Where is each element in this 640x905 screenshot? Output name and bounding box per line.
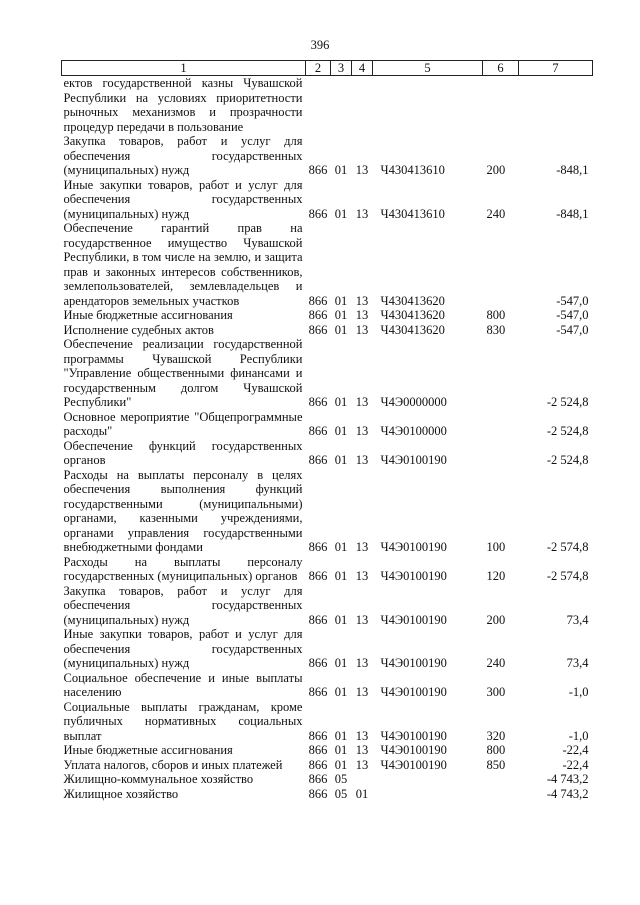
row-subsection: 01 <box>355 786 369 801</box>
row-type: 240 <box>486 206 506 221</box>
row-dept: 866 <box>308 685 328 699</box>
row-dept: 866 <box>308 163 328 177</box>
row-code: Ч4Э0100190 <box>380 540 447 554</box>
row-subsection: 13 <box>355 685 369 699</box>
row-type: 240 <box>486 656 506 670</box>
table-row <box>62 308 593 323</box>
row-type: 320 <box>486 728 506 743</box>
row-subsection: 13 <box>355 424 369 438</box>
table-row <box>62 221 593 308</box>
row-section: 01 <box>334 424 348 438</box>
row-amount: -4 743,2 <box>546 772 589 786</box>
row-type: 100 <box>486 540 506 554</box>
column-header-4: 4 <box>352 61 373 76</box>
table-row <box>62 323 593 338</box>
row-name: Социальное обеспечение и иные выплаты населению <box>63 670 303 699</box>
row-subsection: 13 <box>355 728 369 743</box>
row-type <box>483 439 519 468</box>
row-name: Закупка товаров, работ и услуг для обеспечения государственных (муниципальных) нужд <box>63 134 303 177</box>
row-code: Ч4Э0100190 <box>380 656 447 670</box>
row-section: 01 <box>334 728 348 743</box>
row-dept: 866 <box>308 453 328 467</box>
row-amount: -22,4 <box>562 743 589 757</box>
row-name: Обеспечение функций государственных органов <box>63 438 303 467</box>
row-name: Социальные выплаты гражданам, кроме публичных нормативных социальных выплат <box>63 699 303 743</box>
table-row <box>62 337 593 410</box>
row-section: 01 <box>334 395 348 409</box>
row-name: Уплата налогов, сборов и иных платежей <box>63 757 283 772</box>
row-section: 01 <box>334 656 348 670</box>
row-name: Иные закупки товаров, работ и услуг для обеспечения государственных (муниципальных) нужд <box>63 627 303 670</box>
row-section: 01 <box>334 163 348 177</box>
table-row <box>62 584 593 628</box>
row-name: Иные закупки товаров, работ и услуг для обеспечения государственных (муниципальных) нужд <box>63 177 303 221</box>
row-amount: -1,0 <box>568 728 589 743</box>
row-code: Ч4Э0100190 <box>380 757 447 772</box>
row-type: 830 <box>486 322 506 337</box>
row-code: Ч4Э0100190 <box>380 612 447 627</box>
row-amount: -547,0 <box>556 322 589 337</box>
budget-table <box>61 60 593 801</box>
row-subsection: 13 <box>355 453 369 467</box>
row-name: Исполнение судебных актов <box>63 322 214 337</box>
row-name: Жилищно-коммунальное хозяйство <box>63 772 254 786</box>
row-amount: -22,4 <box>562 757 589 772</box>
row-code: Ч4Э0100000 <box>380 424 447 438</box>
table-row <box>62 178 593 222</box>
row-code: Ч430413610 <box>380 163 445 177</box>
row-dept: 866 <box>308 786 328 801</box>
row-subsection: 13 <box>355 656 369 670</box>
row-subsection: 13 <box>355 163 369 177</box>
row-section: 01 <box>334 757 348 772</box>
row-code: Ч430413620 <box>380 293 445 308</box>
row-code <box>373 787 483 802</box>
table-row <box>62 758 593 773</box>
row-code <box>373 76 483 135</box>
row-section: 01 <box>334 612 348 627</box>
row-name: Расходы на выплаты персоналу государственных (муниципальных) органов <box>63 554 303 583</box>
row-subsection: 13 <box>355 540 369 554</box>
row-code: Ч430413620 <box>380 308 445 322</box>
row-name: Жилищное хозяйство <box>63 786 179 801</box>
row-name: ектов государственной казны Чувашской Республики на условиях приоритетности рыночных механизмов и прозрачности процедур передачи в пользование <box>63 76 303 134</box>
row-dept <box>306 76 331 135</box>
row-amount: -2 524,8 <box>546 424 589 438</box>
row-section: 01 <box>334 569 348 583</box>
row-subsection: 13 <box>355 743 369 757</box>
column-header-6: 6 <box>483 61 519 76</box>
table-row <box>62 76 593 135</box>
row-dept: 866 <box>308 743 328 757</box>
row-dept: 866 <box>308 569 328 583</box>
column-header-2: 2 <box>306 61 331 76</box>
row-dept: 866 <box>308 293 328 308</box>
table-body <box>62 76 593 802</box>
column-header-5: 5 <box>373 61 483 76</box>
row-dept: 866 <box>308 612 328 627</box>
row-subsection: 13 <box>355 206 369 221</box>
row-name: Обеспечение гарантий прав на государственное имущество Чувашской Республики, в том числе на землю, и защита прав и законных интересов собственников, землепользователей, землевладельцев и арендаторов земельных участков <box>63 221 303 308</box>
row-subsection: 13 <box>355 293 369 308</box>
row-name: Обеспечение реализации государственной программы Чувашской Республики "Управление общественными финансами и государственным долгом Чувашской Республики" <box>63 337 303 409</box>
row-type: 200 <box>486 163 506 177</box>
row-type <box>483 337 519 410</box>
row-dept: 866 <box>308 656 328 670</box>
table-row <box>62 134 593 178</box>
row-dept: 866 <box>308 424 328 438</box>
table-row <box>62 410 593 439</box>
row-amount: -547,0 <box>556 293 589 308</box>
row-dept: 866 <box>308 322 328 337</box>
row-dept: 866 <box>308 772 328 786</box>
table-row <box>62 743 593 758</box>
row-section: 01 <box>334 322 348 337</box>
row-subsection: 13 <box>355 308 369 322</box>
row-section: 01 <box>334 540 348 554</box>
row-section: 01 <box>334 453 348 467</box>
row-type: 200 <box>486 612 506 627</box>
table-row <box>62 787 593 802</box>
row-dept: 866 <box>308 728 328 743</box>
header-row <box>62 61 593 76</box>
table-row <box>62 671 593 700</box>
row-amount: 73,4 <box>566 656 589 670</box>
row-dept: 866 <box>308 757 328 772</box>
table-row <box>62 468 593 555</box>
row-name: Иные бюджетные ассигнования <box>63 743 233 757</box>
row-amount: -2 524,8 <box>546 453 589 467</box>
row-subsection: 13 <box>355 612 369 627</box>
row-section <box>331 76 352 135</box>
row-subsection: 13 <box>355 395 369 409</box>
column-header-7: 7 <box>519 61 593 76</box>
row-type: 300 <box>486 685 506 699</box>
row-code: Ч4Э0000000 <box>380 395 447 409</box>
row-type <box>483 772 519 787</box>
row-amount: -2 574,8 <box>546 540 589 554</box>
row-type: 800 <box>486 308 506 322</box>
row-code: Ч4Э0100190 <box>380 453 447 467</box>
row-type: 800 <box>486 743 506 757</box>
row-section: 05 <box>334 772 348 786</box>
row-name: Основное мероприятие "Общепрограммные расходы" <box>63 409 303 438</box>
row-amount: -1,0 <box>568 685 589 699</box>
row-type <box>483 787 519 802</box>
row-amount <box>519 76 593 135</box>
row-amount: -547,0 <box>556 308 589 322</box>
row-amount: -4 743,2 <box>546 786 589 801</box>
page-number: 396 <box>310 38 330 52</box>
row-dept: 866 <box>308 540 328 554</box>
row-name: Закупка товаров, работ и услуг для обеспечения государственных (муниципальных) нужд <box>63 583 303 627</box>
row-subsection: 13 <box>355 322 369 337</box>
row-subsection: 13 <box>355 569 369 583</box>
row-amount: 73,4 <box>566 612 589 627</box>
row-section: 01 <box>334 685 348 699</box>
row-section: 01 <box>334 293 348 308</box>
row-subsection: 13 <box>355 757 369 772</box>
row-amount: -2 574,8 <box>546 569 589 583</box>
row-amount: -2 524,8 <box>546 395 589 409</box>
row-section: 05 <box>334 786 348 801</box>
row-subsection <box>352 76 373 135</box>
row-section: 01 <box>334 206 348 221</box>
row-section: 01 <box>334 743 348 757</box>
row-dept: 866 <box>308 206 328 221</box>
table-row <box>62 555 593 584</box>
table-row <box>62 772 593 787</box>
row-dept: 866 <box>308 395 328 409</box>
row-type <box>483 221 519 308</box>
row-code: Ч4Э0100190 <box>380 569 447 583</box>
row-code: Ч430413620 <box>380 322 445 337</box>
row-type <box>483 76 519 135</box>
row-amount: -848,1 <box>556 163 589 177</box>
row-type: 850 <box>486 757 506 772</box>
table-header <box>62 61 593 76</box>
row-code: Ч430413610 <box>380 206 445 221</box>
row-subsection <box>352 772 373 787</box>
table-row <box>62 700 593 744</box>
row-code: Ч4Э0100190 <box>380 743 447 757</box>
row-type <box>483 410 519 439</box>
row-name: Иные бюджетные ассигнования <box>63 308 233 322</box>
row-section: 01 <box>334 308 348 322</box>
row-type: 120 <box>486 569 506 583</box>
row-dept: 866 <box>308 308 328 322</box>
row-code <box>373 772 483 787</box>
row-name: Расходы на выплаты персоналу в целях обеспечения выполнения функций государственными (муниципальными) органами, казенными учреждениями, органами управления государственными внебюджетными фондами <box>63 467 303 554</box>
column-header-3: 3 <box>331 61 352 76</box>
table-row <box>62 627 593 671</box>
row-amount: -848,1 <box>556 206 589 221</box>
row-code: Ч4Э0100190 <box>380 685 447 699</box>
column-header-1: 1 <box>62 61 306 76</box>
table-row <box>62 439 593 468</box>
row-code: Ч4Э0100190 <box>380 728 447 743</box>
